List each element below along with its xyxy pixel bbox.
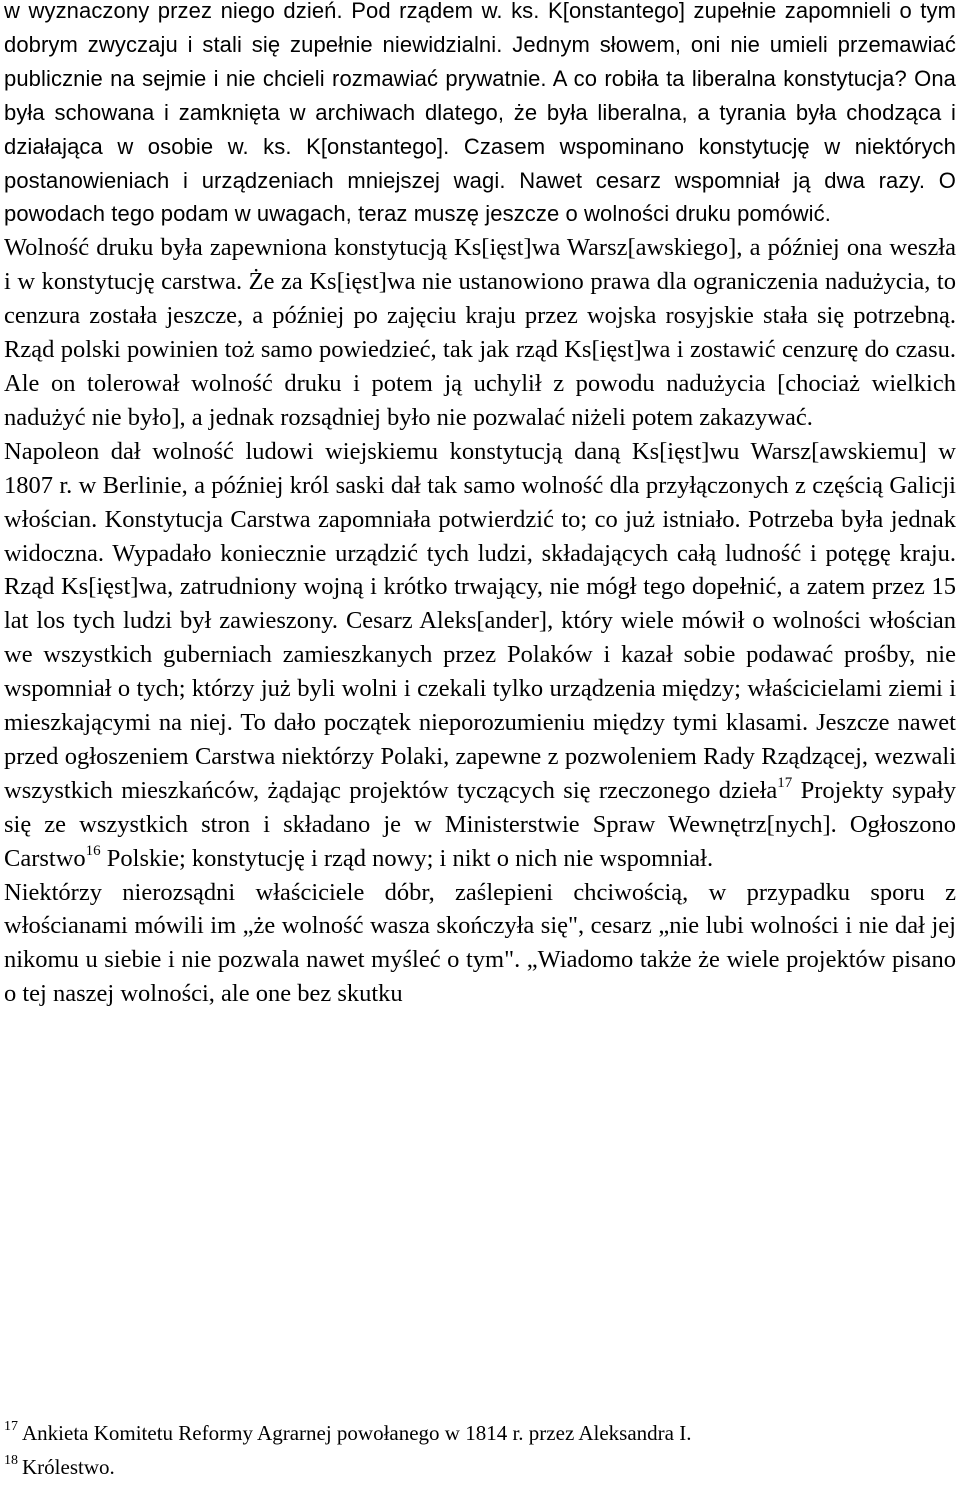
footnote-reference: 17 bbox=[777, 774, 793, 791]
document-page bbox=[4, 0, 956, 1011]
footnote-number: 18 bbox=[4, 1453, 18, 1468]
paragraph-text: w wyznaczony przez niego dzień. bbox=[4, 0, 352, 23]
paragraph-text: Polskie; konstytucję i rząd nowy; i nikt o nich nie wspomniał. bbox=[100, 844, 714, 872]
footnote-reference: 16 bbox=[85, 842, 101, 859]
paragraph-text: Pod rządem w. ks. K[onstantego] zupełnie zapomnieli o tym dobrym zwyczaju i stali się zupełnie niewidzialni. Jednym słowem, oni nie umieli przemawiać publicznie na sejmie i nie chcieli rozmawiać prywatnie. bbox=[4, 0, 957, 91]
document-body bbox=[4, 0, 956, 1011]
paragraph-text: Projekty sypały się ze wszystkich stron i składano je w Ministerstwie Spraw Wewnętrz[nych]. Ogłoszono Carstwo bbox=[4, 776, 956, 872]
footnote bbox=[4, 1418, 954, 1452]
paragraph-text: Niektórzy nierozsądni właściciele dóbr, zaślepieni chciwością, w przypadku sporu z włościanami mówili im „że wolność wasza skończyła się", cesarz „nie lubi wolności i nie dał jej nikomu u siebie i nie pozwala nawet myśleć o tym". „Wiadomo także że wiele projektów pisano o tej naszej wolności, ale one bez skutku bbox=[4, 878, 956, 1008]
footnote-number: 17 bbox=[4, 1419, 18, 1434]
paragraph bbox=[4, 876, 956, 1012]
paragraph bbox=[4, 0, 956, 231]
paragraph-text: Wolność druku była zapewniona konstytucją Ks[ięst]wa Warsz[awskiego], a później ona weszła i w konstytucję carstwa. Że za Ks[ięst]wa nie ustanowiono prawa dla ograniczenia nadużycia, to cenzura została jeszcze, a później po zajęciu kraju przez wojska rosyjskie stała się potrzebną. Rząd polski powinien toż samo powiedzieć, tak jak rząd Ks[ięst]wa i zostawić cenzurę do czasu. Ale on tolerował wolność druku i potem ją uchylił z powodu nadużycia [chociaż wielkich nadużyć nie było], a jednak rozsądniej było nie pozwalać niżeli potem zakazywać. bbox=[4, 234, 956, 431]
paragraph bbox=[4, 231, 956, 434]
footnote-text: Ankieta Komitetu Reformy Agrarnej powołanego w 1814 r. przez Aleksandra I. bbox=[22, 1421, 692, 1445]
paragraph-text: A co robiła ta liberalna konstytucja? Ona była schowana i zamknięta w archiwach dlatego, że była liberalna, a tyrania była chodząca i działająca w osobie w. ks. K[onstantego]. Czasem wspominano konstytucję w niektórych postanowieniach i urządzeniach mniejszej wagi. Nawet cesarz wspomniał ją dwa razy. O powodach tego podam w uwagach, teraz muszę jeszcze o wolności druku pomówić. bbox=[4, 65, 956, 227]
footnote bbox=[4, 1452, 954, 1486]
paragraph-text: Napoleon dał wolność ludowi wiejskiemu konstytucją daną Ks[ięst]wu Warsz[awskiemu] w 1807 r. w Berlinie, a później król saski dał tak samo wolność dla przyłączonych z częścią Galicji włościan. Konstytucja Carstwa zapomniała potwierdzić to; co już istniało. Potrzeba była jednak widoczna. Wypadało koniecznie urządzić tych ludzi, składających całą ludność i potęgę kraju. Rząd Ks[ięst]wa, zatrudniony wojną i krótko trwający, nie mógł tego dopełnić, a zatem przez 15 lat los tych ludzi był zawieszony. Cesarz Aleks[ander], który wiele mówił o wolności włościan we wszystkich guberniach zamieszkanych przez Polaków i kazał sobie podawać prośby, nie wspomniał o tych; którzy już byli wolni i czekali tylko urządzenia między; właścicielami ziemi i mieszkającymi na niej. To dało początek nieporozumieniu między tymi klasami. Jeszcze nawet przed ogłoszeniem Carstwa niektórzy Polaki, zapewne z pozwoleniem Rady Rządzącej, wezwali wszystkich mieszkańców, żądając projektów tyczących się rzeczonego dzieła bbox=[4, 437, 956, 804]
footnote-text: Królestwo. bbox=[22, 1455, 115, 1479]
paragraph bbox=[4, 435, 956, 876]
footnotes bbox=[4, 1418, 954, 1486]
